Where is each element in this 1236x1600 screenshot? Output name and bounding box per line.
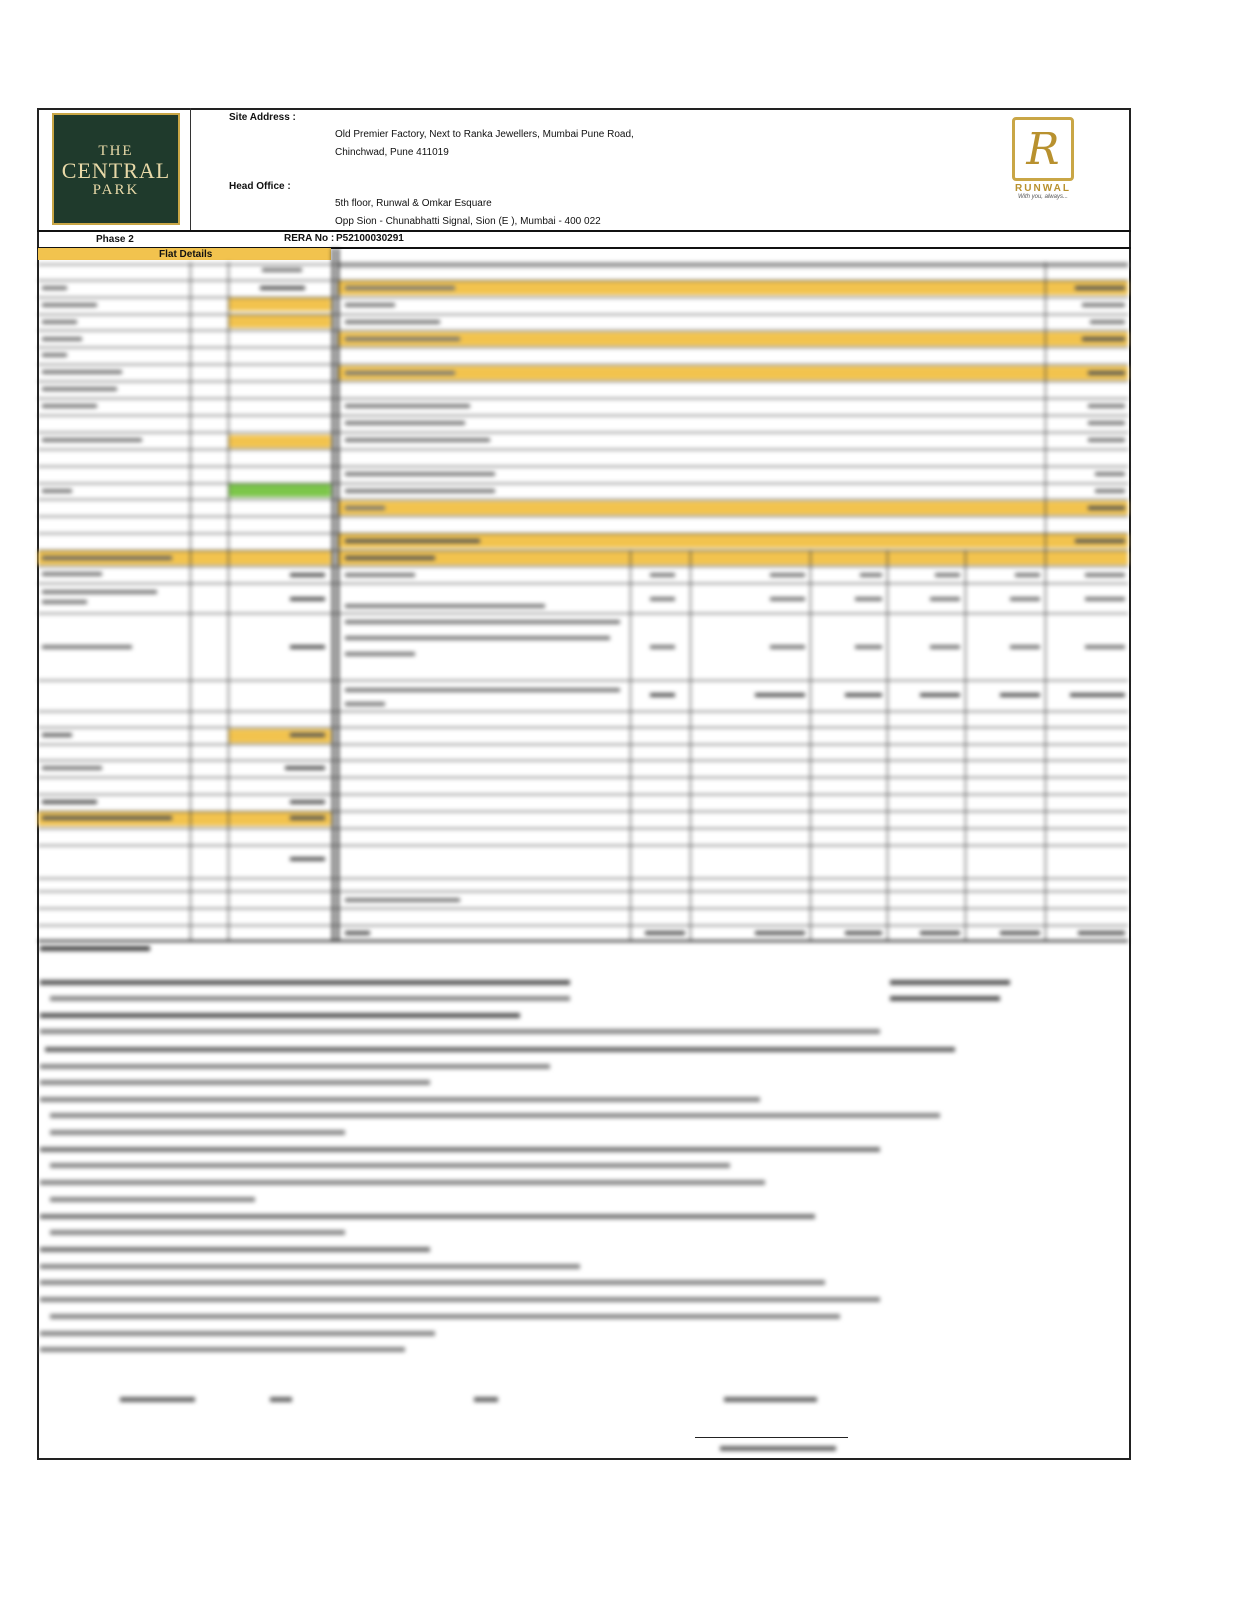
- cost-sheet-frame: [37, 108, 1131, 1460]
- runwal-emblem: R: [1012, 117, 1074, 181]
- logo-text-the: THE: [98, 143, 134, 159]
- runwal-logo: [1008, 117, 1078, 217]
- runwal-tagline: With you, always...: [1018, 194, 1068, 200]
- head-office-label: Head Office :: [229, 181, 291, 192]
- header-bottom-rule: [37, 230, 1131, 232]
- site-address-line2: Chinchwad, Pune 411019: [335, 147, 449, 158]
- rera-number: P52100030291: [336, 233, 404, 244]
- central-park-logo: [52, 113, 180, 225]
- header-divider: [190, 108, 191, 231]
- phase-label: Phase 2: [96, 234, 134, 245]
- head-office-line1: 5th floor, Runwal & Omkar Esquare: [335, 198, 492, 209]
- sales-manager-signature-line: [695, 1437, 848, 1438]
- logo-text-central: CENTRAL: [61, 158, 171, 183]
- site-address-label: Site Address :: [229, 112, 296, 123]
- rera-label: RERA No :: [284, 233, 335, 244]
- head-office-line2: Opp Sion - Chunabhatti Signal, Sion (E ), Mumbai - 400 022: [335, 216, 601, 227]
- runwal-name: RUNWAL: [1015, 183, 1071, 194]
- site-address-line1: Old Premier Factory, Next to Ranka Jewellers, Mumbai Pune Road,: [335, 129, 634, 140]
- flat-details-heading: Flat Details: [159, 249, 213, 260]
- logo-text-park: PARK: [92, 182, 140, 198]
